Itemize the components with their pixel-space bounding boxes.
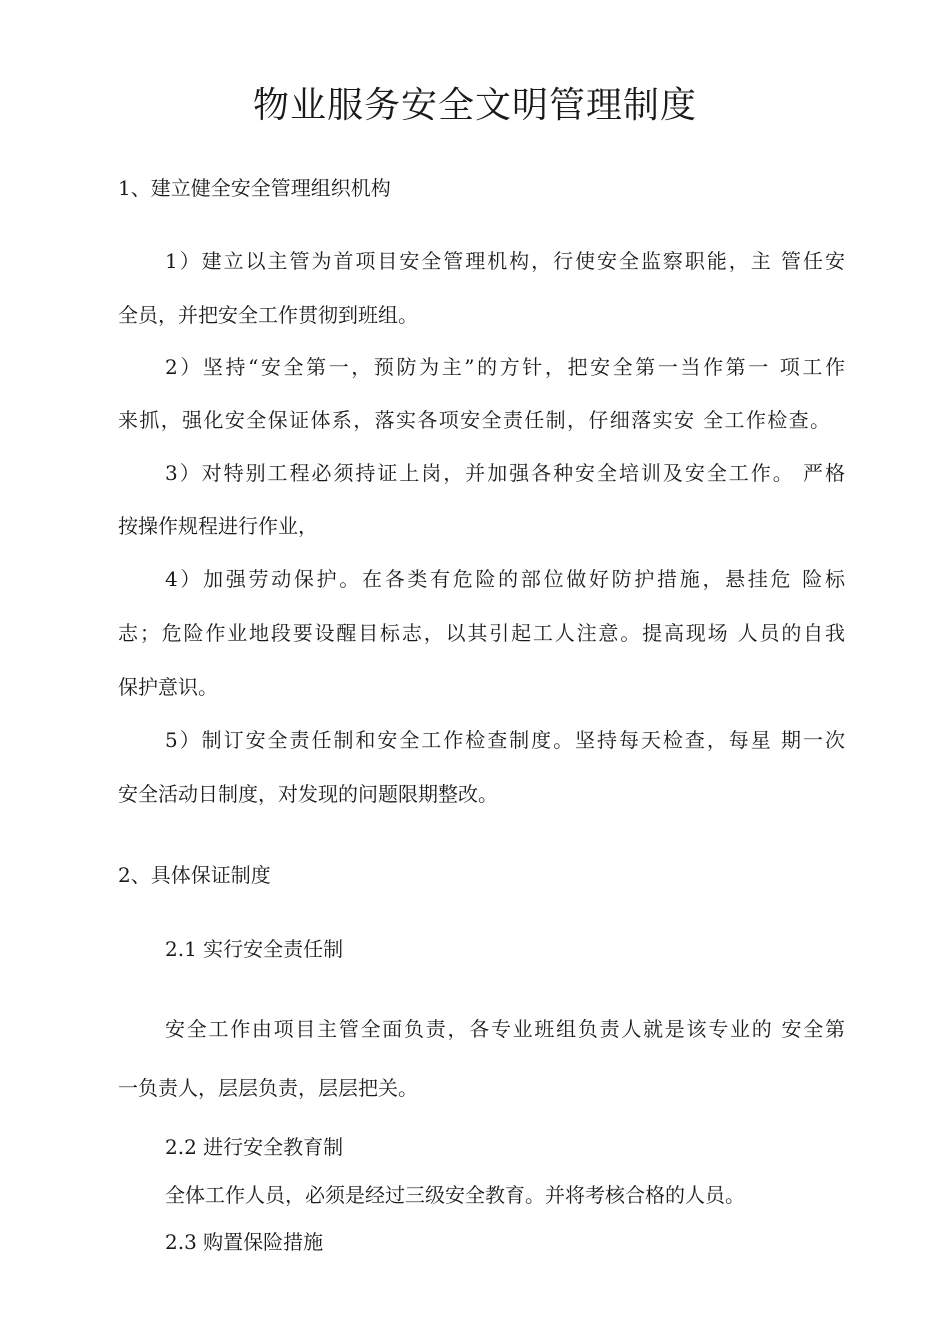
document-title: 物业服务安全文明管理制度	[252, 85, 697, 126]
section-1-item-1-line-2: 全员，并把安全工作贯彻到班组。	[118, 303, 418, 327]
section-2-heading: 2、具体保证制度	[118, 863, 271, 887]
section-1-item-1-line-1: 1）建立以主管为首项目安全管理机构，行使安全监察职能，主 管任安	[165, 249, 845, 273]
section-1-item-2-line-2: 来抓，强化安全保证体系，落实各项安全责任制，仔细落实安 全工作检查。	[118, 408, 830, 432]
subsection-2-1-line-2: 一负责人，层层负责，层层把关。	[118, 1076, 418, 1100]
section-1-item-4-line-1: 4）加强劳动保护。在各类有危险的部位做好防护措施，悬挂危 险标	[165, 567, 845, 591]
section-1-item-4-line-2: 志；危险作业地段要设醒目标志，以其引起工人注意。提高现场 人员的自我	[118, 621, 845, 645]
section-1-item-5-line-2: 安全活动日制度，对发现的问题限期整改。	[118, 782, 498, 806]
section-1-item-4-line-3: 保护意识。	[118, 675, 218, 699]
subsection-2-1-heading: 2.1 实行安全责任制	[165, 937, 344, 961]
subsection-2-2-heading: 2.2 进行安全教育制	[165, 1135, 344, 1159]
section-1-heading: 1、建立健全安全管理组织机构	[118, 176, 391, 200]
section-1-item-2-line-1: 2）坚持“安全第一，预防为主”的方针，把安全第一当作第一 项工作	[165, 355, 845, 379]
section-1-item-3-line-1: 3）对特别工程必须持证上岗，并加强各种安全培训及安全工作。 严格	[165, 461, 845, 485]
subsection-2-1-line-1: 安全工作由项目主管全面负责，各专业班组负责人就是该专业的 安全第	[165, 1017, 845, 1041]
section-1-item-5-line-1: 5）制订安全责任制和安全工作检查制度。坚持每天检查，每星 期一次	[165, 728, 845, 752]
section-1-item-3-line-2: 按操作规程进行作业，	[118, 514, 318, 538]
subsection-2-2-line-1: 全体工作人员，必须是经过三级安全教育。并将考核合格的人员。	[165, 1183, 745, 1207]
subsection-2-3-heading: 2.3 购置保险措施	[165, 1230, 324, 1254]
